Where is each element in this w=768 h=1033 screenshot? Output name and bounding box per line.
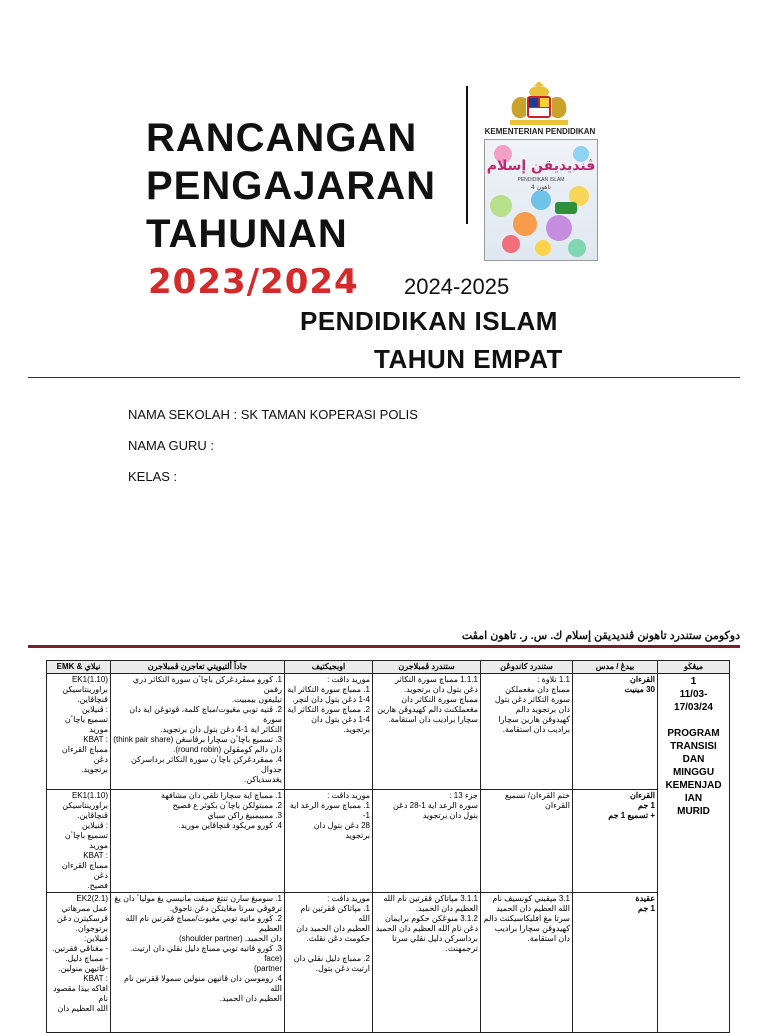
cell-line: كهيدوڤن سچارا براديب — [494, 924, 570, 933]
cell-activity — [111, 893, 285, 1033]
cell-line: كهيدوڤن هارين سچارا — [498, 715, 570, 724]
cell-line: العظيم دان الحميد. — [219, 994, 282, 1003]
cell-line: 2. ممباچ دليل نقلي دان — [293, 954, 370, 963]
cell-line: القرءان — [630, 791, 655, 800]
cell-line: 3. ممبيمبيڠ راکن سباي — [207, 811, 282, 820]
cell-line: 3. ڬورو ڤاتيه توبي ممباچ دليل نقلي دان ارتيث. (face — [129, 944, 282, 963]
cell-bidang — [573, 674, 658, 790]
cell-line: -ڤاتيهن منولين. — [58, 964, 108, 973]
cell-line: افاكه بيذا مقصود نام — [52, 984, 108, 1003]
cell-line: 1.1.1 ممباچ سورة التكاثر — [395, 675, 478, 684]
year-black: 2024-2025 — [404, 274, 510, 299]
cell-line: ترقوڤي سرتا مڠايتكن دڠن تاجوق. — [169, 904, 282, 913]
cell-line: برتجويد. — [81, 765, 108, 774]
cell-line: ڤنچاڤاين. — [77, 695, 108, 704]
header-week: ميڠڬو — [658, 661, 730, 674]
cell-line: 30 مينيت — [624, 685, 655, 694]
cell-line: ممباچ سورة التكاثر دان — [401, 695, 478, 704]
cell-line: - ممباچ دليل. — [65, 954, 108, 963]
cell-line: تيليفون بيمبيت. — [231, 695, 282, 704]
subject-line-1: PENDIDIKAN ISLAM — [300, 306, 558, 336]
cell-emk — [47, 893, 111, 1033]
cell-line: القرءان — [545, 801, 570, 810]
cell-line: KEMENJAD — [665, 780, 722, 791]
cell-line: ترجمهنث. — [445, 944, 478, 953]
cell-line: ممباچ القرءان دڠن — [61, 861, 108, 880]
cell-line: يڠدسدياكن. — [244, 775, 282, 784]
cell-line: 4. روموسن دان ڤاتيهن منولين سمولا ڤقرتين نام الله — [124, 974, 282, 993]
cell-line: ممباچ دان مڠعملكن — [505, 685, 570, 694]
cell-line — [660, 714, 727, 727]
cover-title-line-1: RANCANGAN — [146, 116, 418, 160]
cell-line: ارتيث دڠن بتول. — [315, 964, 370, 973]
cell-line: تسميع باچاٴن — [64, 715, 108, 724]
cell-line: 1. ممباچ سورة الرعد اية 1- — [289, 801, 370, 820]
cell-sk — [481, 674, 573, 790]
cell-line: 1-4 دڠن بتول دان لنچر. — [292, 695, 370, 704]
cell-line: EK2(2.1) — [76, 894, 108, 903]
cover-title-line-2: PENGAJARAN — [146, 164, 437, 208]
cell-line: 3.1 مڽقيني کونسيڤ نام — [492, 894, 570, 903]
cell-line: : KBAT — [83, 851, 108, 860]
cell-emk — [47, 674, 111, 790]
cell-line: MINGGU — [672, 767, 715, 778]
table-header-row — [47, 661, 730, 674]
cell-line: جزء 13 : — [449, 791, 478, 800]
cell-line: 2. ممباچ سورة التكاثر اية — [287, 705, 370, 714]
header-emk: EMK & نيلاي — [47, 661, 111, 674]
cell-line: براديب دان استقامة. — [502, 725, 570, 734]
cell-line: ڤنچاڤاين. — [77, 811, 108, 820]
cell-line: دان برتجويد دالم — [515, 705, 570, 714]
document-header: دوكومن ستندرد تاهونن ڤنديديقن إسلام ك. س. ر. تاهون امڤت — [461, 630, 740, 642]
cell-line: : ڤنيلاين — [81, 821, 108, 830]
plan-table — [46, 660, 730, 1033]
cell-line: 4. ممڤردڠرکن باچاٴن سورة التكاثر برداسرکن جدوال — [131, 755, 282, 774]
cell-line: 17/03/24 — [674, 702, 713, 713]
cell-sk — [481, 790, 573, 893]
ministry-label: KEMENTERIAN PENDIDIKAN — [484, 127, 596, 136]
cell-week — [658, 674, 730, 1033]
cell-line: عقيدة — [635, 894, 655, 903]
cell-line: العظيم دان الحميد دان — [296, 924, 370, 933]
cell-line: 1. ڬورو ممڤردڠرکن باچاٴن سورة التكاثر دري رقمن — [132, 675, 282, 694]
cell-line: برداسرکن دليل نقلي سرتا — [392, 934, 478, 943]
cell-line: دان استقامة. — [527, 934, 570, 943]
cell-line: مڠعملكنث دالم كهيدوڤن هارين — [377, 705, 478, 714]
cell-line: ختم القرءان/ تسميع — [505, 791, 570, 800]
cell-line: سورة الرعد اية 1-28 دڠن — [392, 801, 478, 810]
table-row — [47, 893, 730, 1033]
cell-line: برتوجوان. — [75, 924, 108, 933]
header-bidang: بيدڠ / مدس — [573, 661, 658, 674]
cell-line: برتجويد — [345, 831, 370, 840]
cell-line: مورید — [89, 841, 108, 850]
cell-line: دان دالم كومڤولن (round robin). — [173, 745, 282, 754]
cell-emk — [47, 790, 111, 893]
cell-objective — [285, 790, 373, 893]
cell-line: ممباچ القرءان دڠن — [61, 745, 108, 764]
cell-line: براورينتاسيكن — [62, 685, 108, 694]
cell-line: : KBAT — [83, 974, 108, 983]
cell-sp — [373, 674, 481, 790]
cell-line: EK1(1.10) — [71, 791, 108, 800]
cell-line: ڤنيلاين: — [84, 934, 108, 943]
header-sk: ستندرد كاندوڠن — [481, 661, 573, 674]
cell-line: عمل ممرهاتي — [61, 904, 108, 913]
cell-activity — [111, 790, 285, 893]
cell-objective — [285, 674, 373, 790]
cell-line: ڤرسكيترن دڠن — [56, 914, 108, 923]
cell-line: تسميع باچاٴن — [64, 831, 108, 840]
cell-bidang — [573, 893, 658, 1033]
header-rule — [28, 645, 740, 648]
cell-line: 1-4 دڠن بتول دان — [311, 715, 370, 724]
cell-line: الله العظيم دان الحميد — [496, 904, 570, 913]
cell-line: 11/03- — [679, 689, 708, 700]
cell-line: 4. ڬورو مريکود ڤنچاڤاين مورید. — [178, 821, 282, 830]
cell-line: 2. ممبتولکن باچاٴن بکوثر ع فصيح — [172, 801, 282, 810]
cell-line: بتول دان برتجويد — [422, 811, 478, 820]
cell-line: موريد داڤت : — [327, 894, 370, 903]
cell-line: موريد داڤت : — [327, 675, 370, 684]
cell-line: 3.1.1 مڽاتاكن ڤقرتين نام الله — [383, 894, 478, 903]
cell-line: فصيح. — [87, 881, 108, 890]
cell-line: 1 جم — [638, 904, 655, 913]
cell-line: العظيم دان الحميد. — [415, 904, 478, 913]
textbook-title: ڤنديديقن إسلام — [486, 158, 596, 174]
cell-line: 2. ڤتيه توبي مڠيوت/مباچ كلمة، ڤوتوڠن اية دان سورة — [129, 705, 282, 724]
cell-line — [287, 944, 370, 954]
cell-line: 2. ڬورو ماتيه توبي مڠيوت/ممباچ ڤقرتين نام الله العظيم — [125, 914, 282, 933]
cover-title-line-3: TAHUNAN — [146, 212, 348, 256]
cover-divider — [28, 377, 740, 378]
year-red: 2023/2024 — [148, 262, 359, 302]
cell-line: : KBAT — [83, 735, 108, 744]
cell-line: DAN — [682, 754, 705, 765]
cell-line: دڠن بتول دان برتجويد. — [403, 685, 478, 694]
cell-line: IAN — [684, 793, 703, 804]
cell-line: 28 دڠن بتول دان — [313, 821, 370, 830]
cell-line: حکومث دڠن نقلث. — [306, 934, 370, 943]
cell-line: 1. ممباچ اية سچارا تلقي دان مشافهة — [161, 791, 282, 800]
cell-line: : ڤنيلاين — [81, 705, 108, 714]
cell-line: الله العظيم دان — [57, 1004, 108, 1013]
cell-line: سرتا مڠ افليكاسيكنث دالم — [483, 914, 570, 923]
cell-line: برتجويد. — [343, 725, 370, 734]
cell-line: MURID — [677, 806, 710, 817]
cell-line: 1. ممباچ سورة التكاثر اية — [287, 685, 370, 694]
cell-line: 1. سومبڠ سارن تنتڠ صيفت مانيسي يڠ مولياٴ دان يڠ — [114, 894, 282, 903]
cell-activity — [111, 674, 285, 790]
cell-bidang — [573, 790, 658, 893]
cell-line: 1.1 تلاوة : — [537, 675, 570, 684]
cell-line: سچارا براديب دان استقامة. — [388, 715, 478, 724]
cell-line: 1 جم — [638, 801, 655, 810]
textbook-cover-image — [484, 139, 598, 261]
vertical-divider — [466, 86, 468, 224]
cell-sp — [373, 893, 481, 1033]
cell-line: دڠن نام الله العظيم دان الحميد — [375, 924, 478, 933]
cell-line: التكاثر اية 1-4 دڠن بتول دان برتجويد. — [160, 725, 282, 734]
school-name: NAMA SEKOLAH : SK TAMAN KOPERASI POLIS — [128, 407, 418, 422]
teacher-name: NAMA GURU : — [128, 438, 214, 453]
cell-line: 1 — [690, 676, 697, 687]
cell-line: TRANSISI — [670, 741, 717, 752]
header-sp: ستندرد ڤمبلاجرن — [373, 661, 481, 674]
cell-sk — [481, 893, 573, 1033]
textbook-subtitle: PENDIDIKAN ISLAM — [517, 177, 565, 183]
cell-line: 3.1.2 منوڠكن حکوم برايمان — [384, 914, 478, 923]
table-row — [47, 790, 730, 893]
cell-line: القرءان — [630, 675, 655, 684]
cell-line: 3. تسميع باچاٴن سچارا برڤاسڠن (think pair share) — [113, 735, 282, 744]
table-row — [47, 674, 730, 790]
cell-line: مورید — [89, 725, 108, 734]
cell-line: partner) — [253, 964, 282, 973]
cell-line: - مڠناڤي ڤقرتين. — [52, 944, 108, 953]
cell-sp — [373, 790, 481, 893]
header-activity: جاداً ألتيويتي تعاجرن ڤمبلاجرن — [111, 661, 285, 674]
ministry-crest-icon — [496, 82, 582, 126]
header-objective: اوبجيكتيف — [285, 661, 373, 674]
cell-line: + تسميع 1 جم — [608, 811, 655, 820]
cell-line: موريد داڤت : — [327, 791, 370, 800]
cell-line: 1. مڽاتاكن ڤقرتين نام الله — [300, 904, 370, 923]
class-name: KELAS : — [128, 469, 178, 484]
cell-line: براورينتاسيكن — [62, 801, 108, 810]
cell-line: سورة التكاثر دڠن بتول — [494, 695, 570, 704]
subject-line-2: TAHUN EMPAT — [374, 344, 563, 374]
cell-line: دان الحميد. (shoulder partner) — [179, 934, 282, 943]
cell-line: PROGRAM — [667, 728, 720, 739]
textbook-year: تاهون 4 — [531, 184, 551, 191]
cell-line: EK1(1.10) — [71, 675, 108, 684]
cell-objective — [285, 893, 373, 1033]
